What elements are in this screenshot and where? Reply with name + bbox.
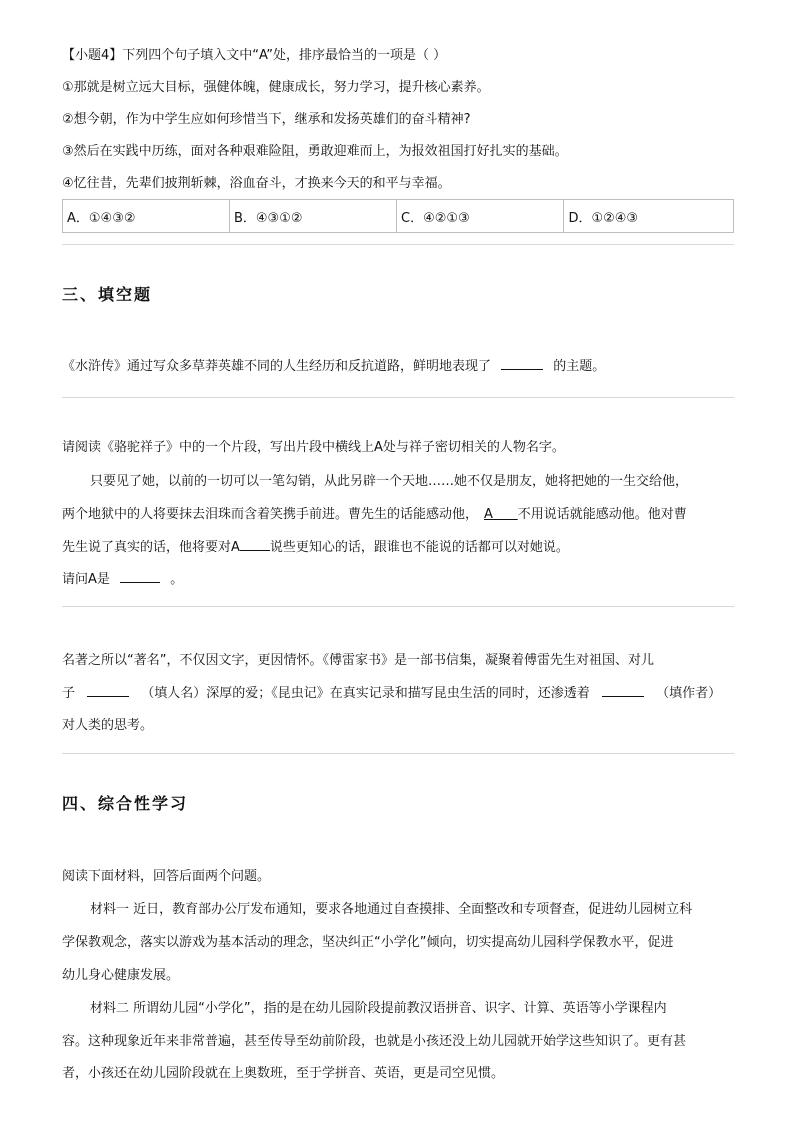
fill-3-text: （填作者） [656,686,722,701]
divider [62,244,734,245]
question-text: 请问A是 [62,572,110,587]
material-2-line-1: 材料二 所谓幼儿园“小学化”，指的是在幼儿园阶段提前教汉语拼音、识字、计算、英语等小学课程内 [90,1001,667,1016]
excerpt-line-2 [62,505,687,525]
divider [62,397,734,398]
option-a[interactable]: A．①④③② [63,200,230,233]
option-d[interactable]: D．①②④③ [564,200,734,233]
answer-blank-name[interactable] [87,684,129,697]
underline-blank [240,538,270,551]
option-b[interactable]: B．④③①② [229,200,396,233]
section-title-fill-in: 三、填空题 [62,285,153,304]
material-1-line-2: 学保教观念，落实以游戏为基本活动的理念，坚决纠正“小学化”倾向，切实提高幼儿园科学保教水平，促进 [62,935,674,950]
section-title-comprehensive: 四、综合性学习 [62,794,189,813]
fill-2-question [62,570,183,590]
sentence-1: ①那就是树立远大目标，强健体魄，健康成长，努力学习，提升核心素养。 [62,80,490,95]
fill-question-1 [62,357,605,377]
fill-3-text: （填人名）深厚的爱；《昆虫记》在真实记录和描写昆虫生活的同时，还渗透着 [141,686,590,701]
fill-1-end: 的主题。 [553,359,606,374]
blank-mark-a: A [484,507,493,522]
excerpt-text: 先生说了真实的话，他将要对A [62,540,240,555]
excerpt-text: 说些更知心的话，跟谁也不能说的话都可以对她说。 [269,540,569,555]
divider [62,606,734,607]
options-table [62,199,734,233]
excerpt-line-3 [62,538,569,558]
excerpt-text: 不用说话就能感动他。他对曹 [517,507,687,522]
fill-3-line-1: 名著之所以“著名”，不仅因文字，更因情怀。《傅雷家书》是一部书信集，凝聚着傅雷先生对祖国、对儿 [62,653,654,668]
answer-blank[interactable] [501,357,543,370]
answer-blank[interactable] [120,570,160,583]
excerpt-text: 两个地狱中的人将要抹去泪珠而含着笑携手前进。曹先生的话能感动他， [62,507,479,522]
fill-2-intro: 请阅读《骆驼祥子》中的一个片段，写出片段中横线上A处与祥子密切相关的人物名字。 [62,440,565,455]
answer-blank-author[interactable] [602,684,644,697]
material-2-line-2: 容。这种现象近年来非常普遍，甚至传导至幼前阶段，也就是小孩还没上幼儿园就开始学这些知识了。更有甚 [62,1034,687,1049]
material-1-line-1: 材料一 近日，教育部办公厅发布通知，要求各地通过自查摸排、全面整改和专项督查，促进幼儿园树立科 [90,902,693,917]
fill-1-text: 《水浒传》通过写众多草莽英雄不同的人生经历和反抗道路，鲜明地表现了 [62,359,492,374]
material-1-line-3: 幼儿身心健康发展。 [62,968,180,983]
reading-intro: 阅读下面材料，回答后面两个问题。 [62,869,271,884]
excerpt-line-1: 只要见了她，以前的一切可以一笔勾销，从此另辟一个天地……她不仅是朋友，她将把她的一生交给他， [90,474,689,489]
sentence-3: ③然后在实践中历练，面对各种艰难险阻，勇敢迎难而上，为报效祖国打好扎实的基础。 [62,144,568,159]
question-end: 。 [170,572,184,587]
question-4-stem: 【小题4】下列四个句子填入文中“A”处，排序最恰当的一项是（ ） [62,48,447,63]
sentence-4: ④忆往昔，先辈们披荆斩棘，浴血奋斗，才换来今天的和平与幸福。 [62,176,451,191]
fill-3-line-2 [62,684,721,704]
material-2-line-3: 者，小孩还在幼儿园阶段就在上奥数班，至于学拼音、英语，更是司空见惯。 [62,1066,505,1081]
sentence-2: ②想今朝，作为中学生应如何珍惜当下，继承和发扬英雄们的奋斗精神? [62,112,471,127]
fill-3-text: 子 [62,686,76,701]
option-c[interactable]: C．④②①③ [397,200,564,233]
divider [62,753,734,754]
fill-3-line-3: 对人类的思考。 [62,718,154,733]
